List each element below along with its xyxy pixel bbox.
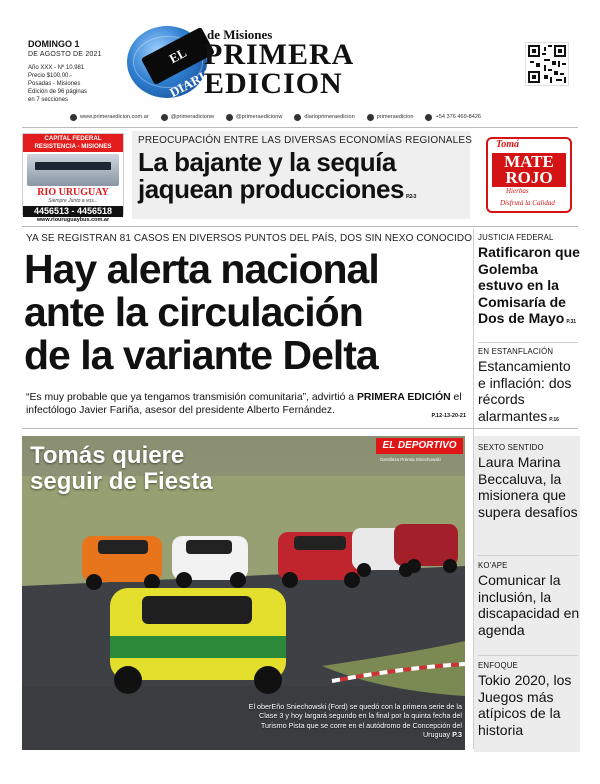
ad-tagline: Siempre Junto a vos...	[48, 198, 98, 204]
sports-headline[interactable]	[30, 443, 213, 495]
divider	[478, 655, 578, 656]
main-text-b: PRIMERA EDICIÓN	[356, 392, 451, 403]
ad-phones: 4456513 - 4456518	[23, 206, 123, 217]
lead-line2: jaquean producciones	[138, 174, 404, 204]
main-line1: Hay alerta nacional	[24, 246, 379, 292]
main-headline[interactable]	[24, 248, 464, 377]
section-badge: EL DEPORTIVO	[376, 438, 463, 454]
newspaper-name	[204, 40, 354, 98]
edition-date: DE AGOSTO DE 2021	[28, 51, 102, 59]
side-head-5: Tokio 2020, los Juegos más atípicos de la historia	[478, 672, 572, 738]
edition-number: Año XXX - Nº 10.981	[28, 64, 85, 71]
divider	[22, 127, 578, 128]
photo-credit: Gentileza Prensa Sniechowski	[380, 457, 441, 462]
edition-city: Posadas - Misiones	[28, 80, 81, 87]
divider	[478, 555, 578, 556]
divider	[22, 226, 578, 227]
social-instagram-text: @primeraedicionw	[236, 114, 283, 120]
side-kicker-1: JUSTICIA FEDERAL	[478, 233, 554, 242]
side-story-3[interactable]	[478, 443, 580, 520]
sports-line1: Tomás quiere	[30, 442, 185, 469]
divider	[478, 342, 578, 343]
photo-caption: El oberEño Sniechowski (Ford) se quedó con la primera serie de la Clase 3 y hoy largará segundo en la final por la quinta fecha del Turismo Pista que se corre en el autódromo de Concepción del Uruguay P.3	[248, 702, 462, 740]
logo-line1: PRIMERA	[204, 38, 355, 71]
main-pages: P.12-13-20-21	[431, 413, 466, 419]
side-kicker-4: KO'APE	[478, 561, 508, 570]
ad-rio-uruguay[interactable]	[22, 133, 124, 223]
main-line3: de la variante Delta	[24, 332, 378, 378]
side-story-4[interactable]	[478, 561, 580, 638]
instagram-icon	[226, 114, 233, 121]
lead-headline[interactable]	[138, 149, 468, 211]
ad-hierbas: Hierbas	[506, 187, 529, 195]
edition-pages: Edición de 96 páginas	[28, 88, 88, 95]
facebook-icon	[294, 114, 301, 121]
side-kicker-5: ENFOQUE	[478, 661, 518, 670]
twitter-icon	[161, 114, 168, 121]
edition-info	[28, 38, 128, 104]
edition-price: Precio $100,00.-	[28, 72, 73, 79]
logo-line2: EDICION	[204, 67, 343, 100]
social-youtube-text: primeraedicion	[376, 114, 414, 120]
social-instagram[interactable]	[226, 114, 282, 121]
social-youtube[interactable]	[367, 114, 414, 121]
ad-mate-logo: MATE ROJO	[492, 153, 566, 187]
main-text-a: “Es muy probable que ya tengamos transmisión comunitaria”, advirtió a	[26, 392, 357, 403]
side-story-2[interactable]	[478, 347, 580, 428]
edition-sections: en 7 secciones	[28, 96, 69, 103]
side-kicker-2: EN ESTANFLACIÓN	[478, 347, 554, 356]
logo-subtitle: de Misiones	[207, 27, 273, 42]
ad-calidad: Disfrutá la Calidad	[500, 199, 555, 207]
side-head-1: Ratificaron que Golemba estuvo en la Comisaría de Dos de Mayo P.31	[478, 244, 580, 326]
social-facebook-text: diarioprimeraedicion	[304, 114, 355, 120]
ad-brand: RIO URUGUAY	[37, 187, 109, 198]
ad-mate-rojo[interactable]	[480, 133, 578, 217]
main-summary	[26, 391, 466, 423]
ad-web: www.riouruguaybus.com.ar	[36, 217, 110, 223]
social-web-text: www.primeraedicion.com.ar	[80, 114, 149, 120]
race-car-red	[278, 532, 362, 588]
lead-line1: La bajante y la sequía	[138, 147, 396, 177]
caption-page: P.3	[452, 730, 462, 740]
sports-line2: seguir de Fiesta	[30, 468, 213, 495]
youtube-icon	[367, 114, 374, 121]
side-head-2: Estancamiento e inflación: dos récords alarmantes P.16	[478, 358, 572, 424]
logo-badge: EL DIARIO	[141, 27, 215, 85]
bus-icon	[27, 154, 119, 186]
whatsapp-icon	[425, 114, 432, 121]
social-twitter[interactable]	[161, 114, 214, 121]
globe-icon	[70, 114, 77, 121]
social-web[interactable]	[70, 114, 149, 121]
lead-page: P.2-3	[405, 194, 416, 200]
main-kicker: YA SE REGISTRAN 81 CASOS EN DIVERSOS PUNTOS DEL PAÍS, DOS SIN NEXO CONOCIDO	[26, 233, 473, 244]
social-whatsapp-text: +54 376 469-8426	[435, 114, 482, 120]
side-story-5[interactable]	[478, 661, 580, 738]
ad-capital: CAPITAL FEDERAL RESISTENCIA - MISIONES	[23, 134, 123, 152]
lead-kicker: PREOCUPACIÓN ENTRE LAS DIVERSAS ECONOMÍAS REGIONALES	[138, 135, 473, 146]
edition-day: DOMINGO 1	[28, 39, 80, 49]
side-story-1[interactable]	[478, 233, 580, 331]
social-bar	[70, 111, 540, 123]
main-text-c: el infectólogo Javier Fariña, asesor del presidente Alberto Fernández.	[26, 392, 462, 416]
social-twitter-text: @primeradicionw	[170, 114, 214, 120]
side-head-3: Laura Marina Beccaluva, la misionera que supera desafíos	[478, 454, 578, 520]
qr-code-icon	[525, 42, 569, 86]
side-kicker-3: SEXTO SENTIDO	[478, 443, 544, 452]
social-whatsapp[interactable]	[425, 114, 481, 121]
race-car-yellow	[110, 588, 286, 694]
race-car-orange	[82, 536, 162, 590]
side-head-4: Comunicar la inclusión, la discapacidad en agenda	[478, 572, 580, 638]
social-facebook[interactable]	[294, 114, 354, 121]
divider	[22, 428, 578, 429]
main-line2: ante la circulación	[24, 289, 363, 335]
ad-toma: Tomá	[496, 139, 519, 150]
